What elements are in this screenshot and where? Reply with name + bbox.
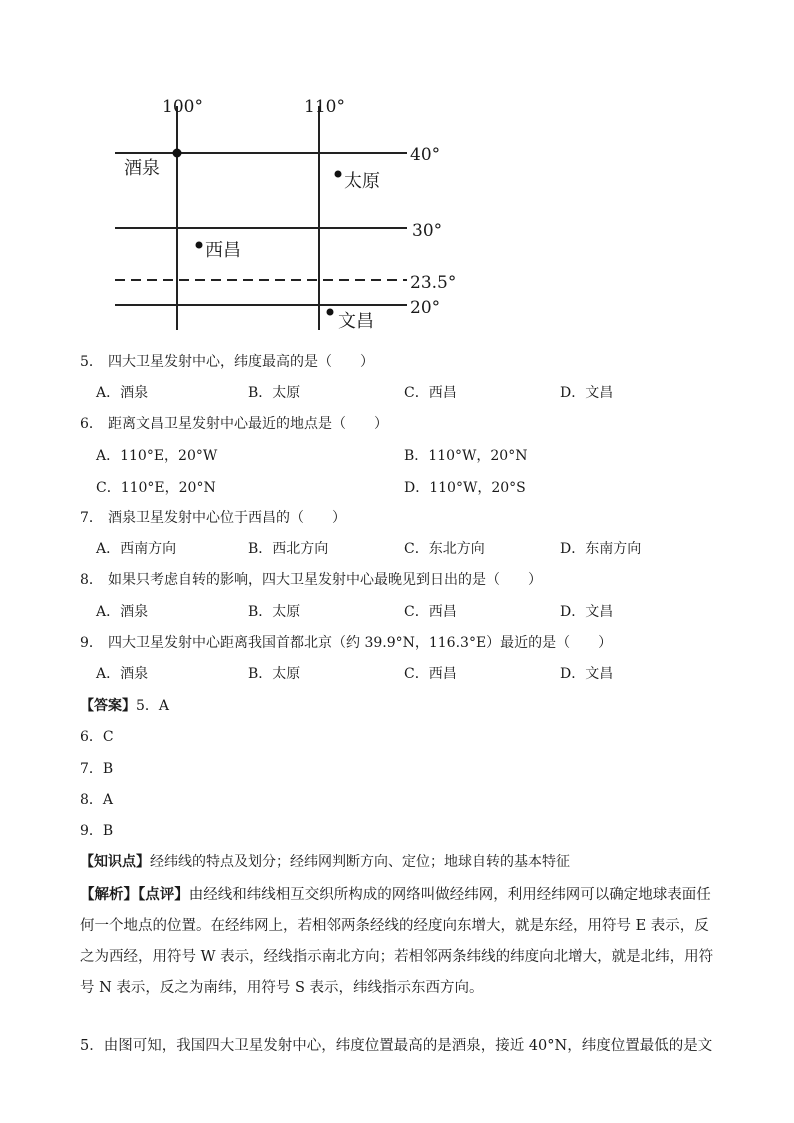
- option-a: A．西南方向: [96, 541, 177, 557]
- knowledge-label: 【知识点】: [80, 854, 150, 870]
- answer-label: 【答案】: [80, 698, 136, 714]
- taiyuan-dot: [335, 171, 342, 178]
- wenchang-dot: [327, 309, 334, 316]
- question-number: 7．: [80, 510, 103, 526]
- question-number: 6．: [80, 416, 103, 432]
- lon-label-100: 100°: [162, 97, 203, 117]
- option-d: D．110°W，20°S: [404, 480, 526, 496]
- analysis-paragraph: [80, 879, 720, 1004]
- analysis-label: 【解析】【点评】: [80, 886, 189, 903]
- city-label-jiuquan: 酒泉: [124, 158, 160, 179]
- map-svg: [110, 88, 470, 338]
- question-5: [80, 353, 374, 371]
- option-d: D．文昌: [560, 385, 614, 401]
- question-stem: 四大卫星发射中心，纬度最高的是（ ）: [108, 354, 374, 370]
- option-b: B．太原: [248, 666, 301, 682]
- jiuquan-dot: [173, 149, 182, 158]
- city-label-xichang: 西昌: [205, 240, 241, 261]
- answer-8: 8．A: [80, 792, 114, 808]
- option-b: B．太原: [248, 385, 301, 401]
- lat-lon-grid-map: [110, 88, 470, 338]
- option-c: C．东北方向: [404, 541, 485, 557]
- answer-6: 6．C: [80, 729, 114, 745]
- lon-label-110: 110°: [304, 97, 345, 117]
- city-label-taiyuan: 太原: [344, 171, 380, 192]
- city-label-wenchang: 文昌: [338, 311, 374, 332]
- lat-label-40: 40°: [410, 145, 441, 165]
- question-8: [80, 571, 542, 589]
- lat-label-20: 20°: [410, 298, 441, 318]
- option-b: B．西北方向: [248, 541, 329, 557]
- knowledge-points: [80, 853, 570, 871]
- question-stem: 如果只考虑自转的影响，四大卫星发射中心最晚见到日出的是（ ）: [108, 572, 542, 588]
- option-b: B．太原: [248, 604, 301, 620]
- option-c: C．西昌: [404, 604, 457, 620]
- answer-7: 7．B: [80, 761, 114, 777]
- option-d: D．文昌: [560, 666, 614, 682]
- question-stem: 酒泉卫星发射中心位于西昌的（ ）: [108, 510, 346, 526]
- option-c: C．西昌: [404, 385, 457, 401]
- option-c: C．西昌: [404, 666, 457, 682]
- knowledge-text: 经纬线的特点及划分；经纬网判断方向、定位；地球自转的基本特征: [150, 854, 570, 870]
- lat-label-23-5: 23.5°: [410, 273, 457, 293]
- analysis-text: 由经线和纬线相互交织所构成的网络叫做经纬网，利用经纬网可以确定地球表面任何一个地点的位置。在经纬网上，若相邻两条经线的经度向东增大，就是东经，用符号 E 表示，反之为西经，用符号 W 表示，经线指示南北方向；若相邻两条纬线的纬度向北增大，就是北纬，用符号 N 表示，反之为南纬，用符号 S 表示，纬线指示东西方向。: [80, 887, 714, 996]
- option-d: D．文昌: [560, 604, 614, 620]
- option-b: B．110°W，20°N: [404, 448, 528, 464]
- option-c: C．110°E，20°N: [96, 480, 216, 496]
- question-stem: 距离文昌卫星发射中心最近的地点是（ ）: [108, 416, 388, 432]
- lat-label-30: 30°: [412, 221, 443, 241]
- option-a: A．酒泉: [96, 666, 149, 682]
- question-stem: 四大卫星发射中心距离我国首都北京（约 39.9°N，116.3°E）最近的是（ ）: [108, 635, 613, 651]
- option-a: A．110°E，20°W: [96, 448, 218, 464]
- option-d: D．东南方向: [560, 541, 642, 557]
- question-number: 9．: [80, 635, 103, 651]
- question-7: [80, 509, 346, 527]
- answer-5: [80, 697, 169, 715]
- question-9: [80, 634, 612, 652]
- option-a: A．酒泉: [96, 385, 149, 401]
- question-number: 8．: [80, 572, 103, 588]
- option-a: A．酒泉: [96, 604, 149, 620]
- xichang-dot: [196, 242, 203, 249]
- answer-9: 9．B: [80, 823, 114, 839]
- answer-text: 5．A: [136, 698, 170, 714]
- question-number: 5．: [80, 354, 103, 370]
- question-6: [80, 415, 388, 433]
- analysis-q5: 5．由图可知，我国四大卫星发射中心，纬度位置最高的是酒泉，接近 40°N，纬度位置最低的是文: [80, 1038, 713, 1054]
